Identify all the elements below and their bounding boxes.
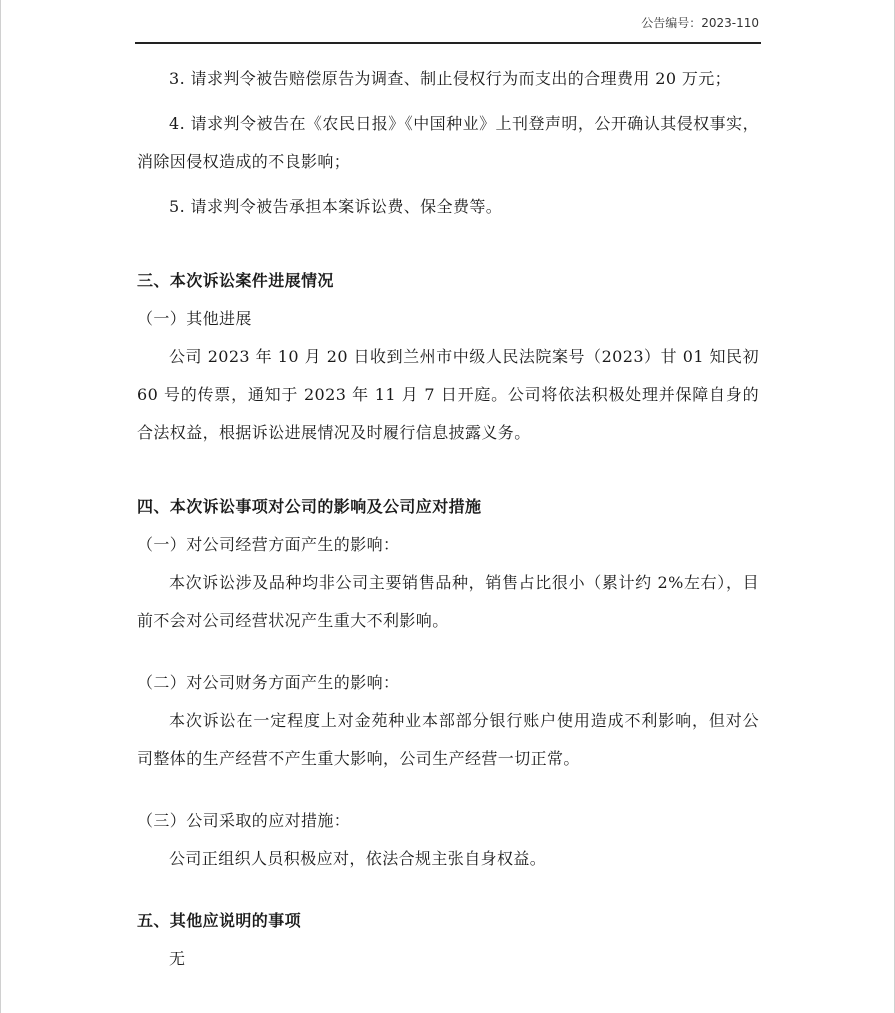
section-4-paragraph-1: 本次诉讼涉及品种均非公司主要销售品种，销售占比很小（累计约 2%左右），目前不会对公司经营状况产生重大不利影响。 <box>137 573 759 630</box>
header-divider <box>135 42 761 44</box>
section-4-paragraph-2: 本次诉讼在一定程度上对金苑种业本部部分银行账户使用造成不利影响，但对公司整体的生产经营不产生重大影响，公司生产经营一切正常。 <box>137 711 759 768</box>
section-5-paragraph: 无 <box>169 949 186 968</box>
announcement-number: 公告编号：2023-110 <box>641 16 759 30</box>
section-3-paragraph-1: 公司 2023 年 10 月 20 日收到兰州市中级人民法院案号（2023）甘 01 知民初 60 号的传票，通知于 2023 年 11 月 7 日开庭。公司将依法积极处理并保障自身的合法权益，根据诉讼进展情况及时履行信息披露义务。 <box>137 347 759 442</box>
section-4-subheading-3: （三）公司采取的应对措施： <box>137 811 351 830</box>
request-item-4: 4. 请求判令被告在《农民日报》《中国种业》上刊登声明，公开确认其侵权事实，消除因侵权造成的不良影响； <box>137 114 759 171</box>
request-item-5: 5. 请求判令被告承担本案诉讼费、保全费等。 <box>169 197 503 216</box>
document-body <box>137 60 759 978</box>
page-left-edge <box>0 0 1 1013</box>
section-4-subheading-1: （一）对公司经营方面产生的影响： <box>137 535 400 554</box>
request-item-3: 3. 请求判令被告赔偿原告为调查、制止侵权行为而支出的合理费用 20 万元； <box>169 69 732 88</box>
section-4-paragraph-3: 公司正组织人员积极应对，依法合规主张自身权益。 <box>169 849 547 868</box>
section-4-subheading-2: （二）对公司财务方面产生的影响： <box>137 673 400 692</box>
section-4-heading: 四、本次诉讼事项对公司的影响及公司应对措施 <box>137 497 482 516</box>
section-3-heading: 三、本次诉讼案件进展情况 <box>137 271 334 290</box>
section-3-subheading-1: （一）其他进展 <box>137 309 252 328</box>
section-5-heading: 五、其他应说明的事项 <box>137 911 302 930</box>
